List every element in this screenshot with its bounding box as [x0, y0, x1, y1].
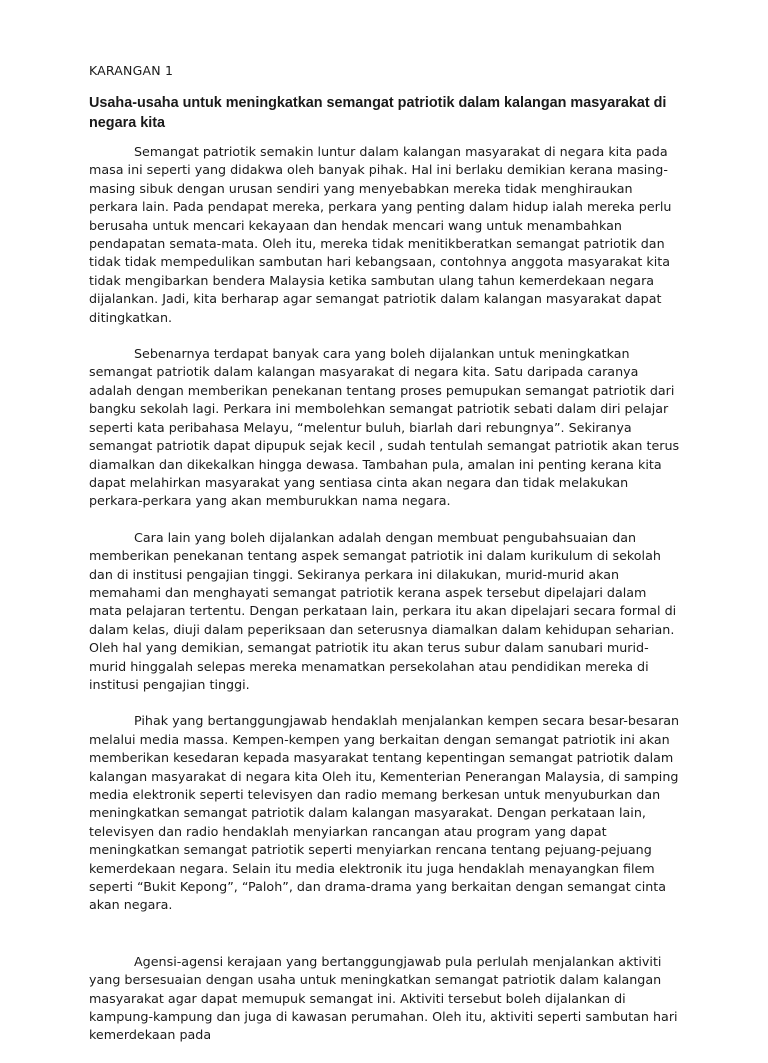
paragraph-4: Pihak yang bertanggungjawab hendaklah menjalankan kempen secara besar-besaran melalui media massa. Kempen-kempen yang berkaitan dengan semangat patriotik ini akan memberikan kesedaran kepada masyarakat tentang kepentingan semangat patriotik dalam kalangan masyarakat di negara kita Oleh itu, Kementerian Penerangan Malaysia, di samping media elektronik seperti televisyen dan radio memang berkesan untuk menyuburkan dan meningkatkan semangat patriotik dalam kalangan masyarakat. Dengan perkataan lain, televisyen dan radio hendaklah menyiarkan rancangan atau program yang dapat meningkatkan semangat patriotik seperti menyiarkan rencana tentang pejuang-pejuang kemerdekaan negara. Selain itu media elektronik itu juga hendaklah menayangkan filem seperti “Bukit Kepong”, “Paloh”, dan drama-drama yang berkaitan dengan semangat cinta akan negara. [89, 713, 680, 913]
paragraph-3: Cara lain yang boleh dijalankan adalah dengan membuat pengubahsuaian dan memberikan penekanan tentang aspek semangat patriotik ini dalam kurikulum di sekolah dan di institusi pengajian tinggi. Sekiranya perkara ini dilakukan, murid-murid akan memahami dan menghayati semangat patriotik kerana aspek tersebut dipelajari dalam mata pelajaran tertentu. Dengan perkataan lain, perkara itu akan dipelajari secara formal di dalam kelas, diuji dalam peperiksaan dan seterusnya diamalkan dalam kehidupan seharian. Oleh hal yang demikian, semangat patriotik itu akan terus subur dalam sanubari murid-murid hinggalah selepas mereka menamatkan persekolahan atau pendidikan mereka di institusi pengajian tinggi. [89, 529, 677, 692]
paragraph-5: Agensi-agensi kerajaan yang bertanggungjawab pula perlulah menjalankan aktiviti yang bersesuaian dengan usaha untuk meningkatkan semangat patriotik dalam kalangan masyarakat agar dapat memupuk semangat ini. Aktiviti tersebut boleh dijalankan di kampung-kampung dan juga di kawasan perumahan. Oleh itu, aktiviti seperti sambutan hari kemerdekaan pada [89, 953, 678, 1043]
essay-title: Usaha-usaha untuk meningkatkan semangat patriotik dalam kalangan masyarakat di negara kita [89, 95, 667, 131]
paragraph-2: Sebenarnya terdapat banyak cara yang boleh dijalankan untuk meningkatkan semangat patriotik dalam kalangan masyarakat di negara kita. Satu daripada caranya adalah dengan memberikan penekanan tentang proses pemupukan semangat patriotik dari bangku sekolah lagi. Perkara ini membolehkan semangat patriotik sebati dalam diri pelajar seperti kata peribahasa Melayu, “melentur buluh, biarlah dari rebungnya”. Sekiranya semangat patriotik dapat dipupuk sejak kecil , sudah tentulah semangat patriotik akan terus diamalkan dan dikekalkan hingga dewasa. Tambahan pula, amalan ini penting kerana kita dapat melahirkan masyarakat yang sentiasa cinta akan negara dan tidak melakukan perkara-perkara yang akan memburukkan nama negara. [89, 346, 680, 509]
paragraph-1: Semangat patriotik semakin luntur dalam kalangan masyarakat di negara kita pada masa ini seperti yang didakwa oleh banyak pihak. Hal ini berlaku demikian kerana masing-masing sibuk dengan urusan sendiri yang menyebabkan mereka tidak menghiraukan perkara lain. Pada pendapat mereka, perkara yang penting dalam hidup ialah mereka perlu berusaha untuk mencari kekayaan dan hendak mencari wang untuk menambahkan pendapatan semata-mata. Oleh itu, mereka tidak menitikberatkan semangat patriotik dan tidak tidak mempedulikan sambutan hari kebangsaan, contohnya anggota masyarakat kita tidak mengibarkan bendera Malaysia ketika sambutan ulang tahun kemerdekaan negara dijalankan. Jadi, kita berharap agar semangat patriotik dalam kalangan masyarakat dapat ditingkatkan. [89, 144, 672, 325]
document-page [89, 62, 683, 1063]
essay-number-label: KARANGAN 1 [89, 63, 174, 78]
